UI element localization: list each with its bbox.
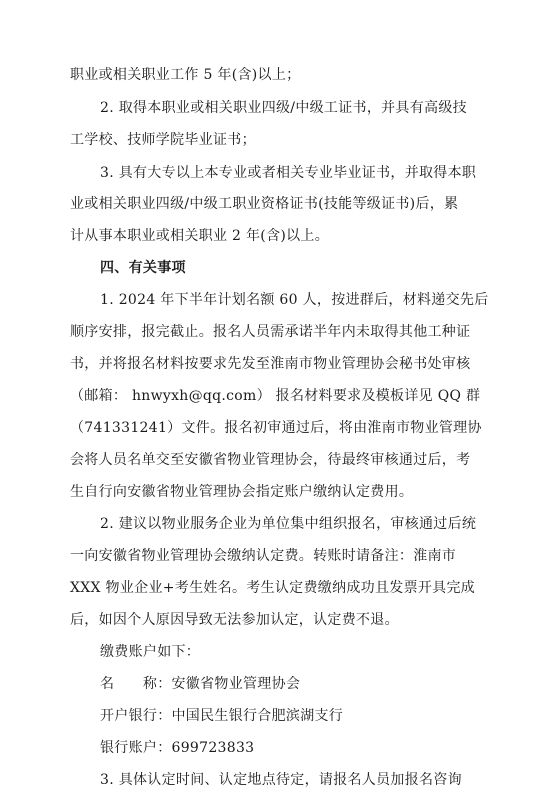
account-name: 名 称：安徽省物业管理协会 (100, 676, 301, 692)
text-line: 书，并将报名材料按要求先发至淮南市物业管理协会秘书处审核 (70, 356, 471, 372)
text-line: 工学校、技师学院毕业证书； (70, 132, 256, 148)
text-line: 后，如因个人原因导致无法参加认定，认定费不退。 (70, 612, 399, 628)
section-heading: 四、有关事项 (100, 260, 186, 276)
text-line: 一向安徽省物业管理协会缴纳认定费。转账时请备注：淮南市 (70, 548, 457, 564)
text-line: 生自行向安徽省物业管理协会指定账户缴纳认定费用。 (70, 484, 414, 500)
account-bank: 开户银行：中国民生银行合肥滨湖支行 (100, 708, 344, 724)
text-line: 顺序安排，报完截止。报名人员需承诺半年内未取得其他工种证 (70, 324, 471, 340)
text-line: 计从事本职业或相关职业 2 年(含)以上。 (70, 228, 330, 244)
text-line: XXX 物业企业+考生姓名。考生认定费缴纳成功且发票开具完成 (70, 580, 476, 596)
text-line: 职业或相关职业工作 5 年(含)以上； (70, 67, 301, 83)
text-line: 3. 具体认定时间、认定地点待定，请报名人员加报名咨询 (100, 772, 462, 788)
payment-account-heading: 缴费账户如下： (100, 644, 201, 660)
text-line: 业或相关职业四级/中级工职业资格证书(技能等级证书)后，累 (70, 196, 459, 212)
text-line: 1. 2024 年下半年计划名额 60 人，按进群后，材料递交先后 (100, 292, 489, 308)
text-line: 会将人员名单交至安徽省物业管理协会，待最终审核通过后，考 (70, 452, 471, 468)
text-line: 2. 建议以物业服务企业为单位集中组织报名，审核通过后统 (100, 516, 477, 532)
text-line: 2. 取得本职业或相关职业四级/中级工证书，并具有高级技 (100, 100, 467, 116)
text-line: （邮箱： hnwyxh@qq.com） 报名材料要求及模板详见 QQ 群 (70, 388, 481, 404)
account-number: 银行账户：699723833 (100, 740, 255, 756)
text-line: （741331241）文件。报名初审通过后，将由淮南市物业管理协 (70, 420, 482, 436)
text-line: 3. 具有大专以上本专业或者相关专业毕业证书，并取得本职 (100, 165, 477, 181)
